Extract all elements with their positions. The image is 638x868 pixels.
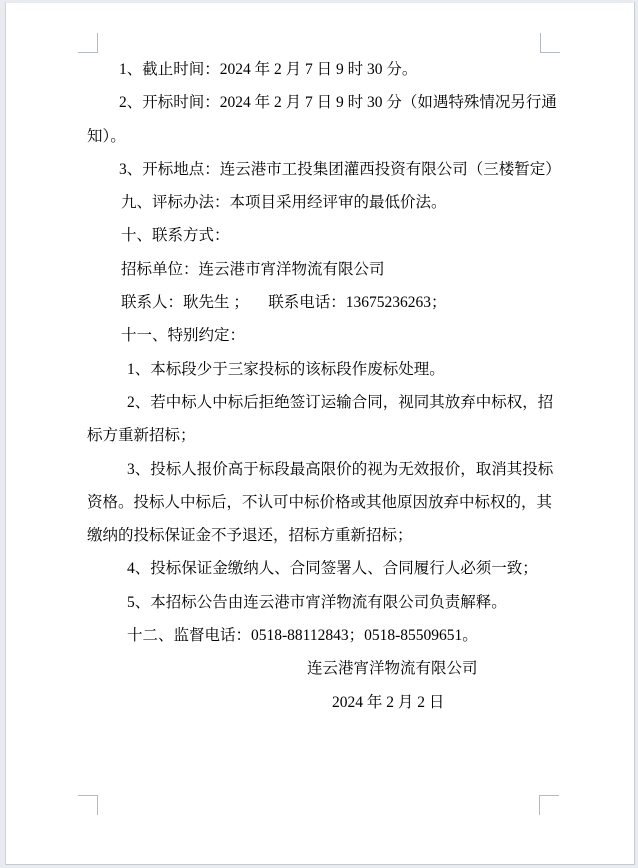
document-line: 联系人：耿先生 ； 联系电话：13675236263；	[121, 294, 447, 312]
document-line: 5、本招标公告由连云港市宵洋物流有限公司负责解释。	[127, 593, 507, 611]
text-boundary-mark-top-left	[78, 33, 98, 53]
document-line: 资格。投标人中标后，不认可中标价格或其他原因放弃中标权的，其	[87, 493, 553, 511]
document-line: 十一、特别约定：	[121, 327, 246, 345]
document-line: 1、截止时间：2024 年 2 月 7 日 9 时 30 分。	[119, 61, 418, 78]
document-line: 知）。	[87, 127, 126, 145]
document-line: 2、若中标人中标后拒绝签订运输合同，视同其放弃中标权，招	[127, 393, 554, 411]
document-page	[5, 2, 635, 865]
document-line: 缴纳的投标保证金不予退还，招标方重新招标；	[87, 527, 413, 545]
text-boundary-mark-bottom-left	[78, 795, 98, 815]
document-line: 2024 年 2 月 2 日	[332, 693, 445, 711]
document-line: 1、本标段少于三家投标的该标段作废标处理。	[127, 360, 445, 378]
text-boundary-mark-top-right	[540, 33, 560, 53]
document-line: 十二、监督电话：0518-88112843；0518-85509651。	[127, 627, 478, 645]
text-boundary-mark-bottom-right	[539, 795, 559, 815]
document-line: 3、投标人报价高于标段最高限价的视为无效报价，取消其投标	[127, 460, 554, 478]
document-line: 九、评标办法：本项目采用经评审的最低价法。	[121, 194, 447, 212]
document-line: 3、开标地点：连云港市工投集团灌西投资有限公司（三楼暂定）	[119, 160, 561, 178]
document-line: 2、开标时间：2024 年 2 月 7 日 9 时 30 分（如遇特殊情况另行通	[119, 94, 557, 112]
document-line: 4、投标保证金缴纳人、合同签署人、合同履行人必须一致；	[127, 560, 538, 578]
document-line: 标方重新招标；	[87, 427, 196, 445]
document-line: 十、联系方式：	[121, 227, 230, 245]
document-line: 连云港宵洋物流有限公司	[307, 660, 478, 678]
document-body	[87, 53, 587, 719]
document-line: 招标单位：连云港市宵洋物流有限公司	[121, 260, 385, 278]
